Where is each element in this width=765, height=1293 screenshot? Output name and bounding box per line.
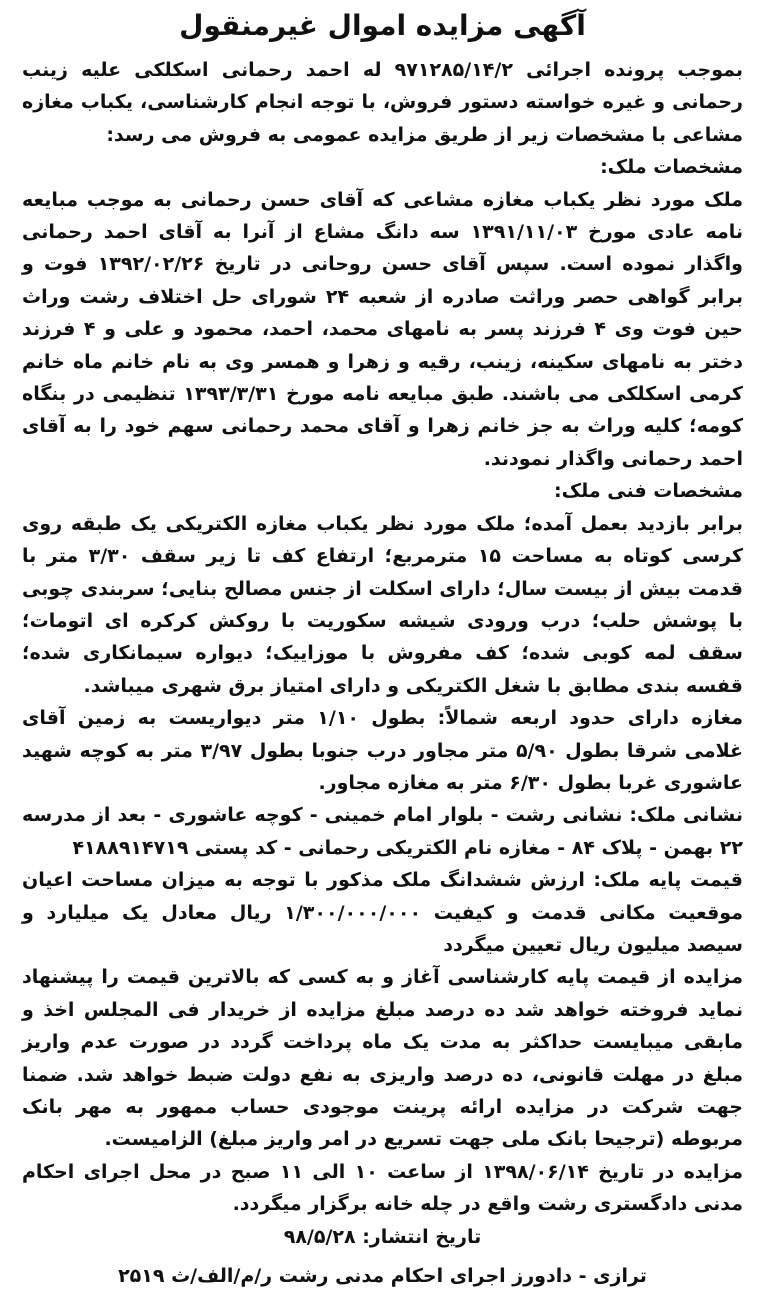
price-paragraph: قیمت پایه ملک: ارزش ششدانگ ملک مذکور با توجه به میزان مساحت اعیان موقعیت مکانی قدمت و کیفیت ۱/۳۰۰/۰۰۰/۰۰۰ ریال معادل یک میلیارد و سیصد میلیون ریال تعیین میگردد (22, 869, 743, 956)
boundaries-paragraph: مغازه دارای حدود اربعه شمالاً: بطول ۱/۱۰ متر دیواریست به زمین آقای غلامی شرقا بطول ۵/۹۰ متر مجاور درب جنوبا بطول ۳/۹۷ متر به کوچه شهید عاشوری غربا بطول ۶/۳۰ متر به مغازه مجاور. (22, 707, 743, 794)
publish-date: تاریخ انتشار: ۹۸/۵/۲۸ (283, 1225, 482, 1248)
intro-paragraph: بموجب پرونده اجرائی ۹۷۱۲۸۵/۱۴/۲ له احمد رحمانی اسکلکی علیه زینب رحمانی و غیره خواسته دستور فروش، با توجه انجام کارشناسی، یکباب مغازه مشاعی با مشخصات زیر از طریق مزایده عمومی به فروش می رسد: (22, 59, 743, 146)
property-paragraph: ملک مورد نظر یکباب مغازه مشاعی که آقای حسن رحمانی به موجب مبایعه نامه عادی مورخ ۱۳۹۱/۱۱/۰۳ سه دانگ مشاع از آنرا به آقای احمد رحمانی واگذار نموده است. سپس آقای حسن روحانی در تاریخ ۱۳۹۲/۰۲/۲۶ فوت و برابر گواهی حصر وراثت صادره از شعبه ۲۴ شورای حل اختلاف رشت وراث حین فوت وی ۴ فرزند پسر به نامهای محمد، احمد، محمود و علی و ۴ فرزند دختر به نامهای سکینه، زینب، رقیه و زهرا و همسر وی به نام خانم ماه خانم کرمی اسکلکی می باشند. طبق مبایعه نامه مورخ ۱۳۹۳/۳/۳۱ تنظیمی در بنگاه کومه؛ کلیه وراث به جز خانم زهرا و آقای محمد رحمانی سهم خود را به آقای احمد رحمانی واگذار نمودند. (22, 188, 743, 470)
address-paragraph: نشانی ملک: نشانی رشت - بلوار امام خمینی - کوچه عاشوری - بعد از مدرسه ۲۲ بهمن - پلاک ۸۴ - مغازه نام الکتریکی رحمانی - کد پستی ۴۱۸۸۹۱۴۷۱۹ (22, 804, 743, 859)
property-heading: مشخصات ملک: (600, 156, 743, 179)
signature-line: ترازی - دادورز اجرای احکام مدنی رشت ر/م/الف/ث ۲۵۱۹ (118, 1265, 647, 1288)
technical-paragraph: برابر بازدید بعمل آمده؛ ملک مورد نظر یکباب مغازه الکتریکی یک طبقه روی کرسی کوتاه به مساحت ۱۵ مترمربع؛ ارتفاع کف تا زیر سقف ۳/۳۰ متر با قدمت بیش از بیست سال؛ دارای اسکلت از جنس مصالح بنایی؛ سربندی چوبی با پوشش حلب؛ درب ورودی شیشه سکوریت با روکش کرکره ای اتومات؛ سقف لمه کوبی شده؛ کف مفروش با موزاییک؛ دیواره سیمانکاری شده؛ قفسه بندی مطابق با شغل الکتریکی و دارای امتیاز برق شهری میباشد. (22, 512, 743, 697)
auction-time-paragraph: مزایده در تاریخ ۱۳۹۸/۰۶/۱۴ از ساعت ۱۰ الی ۱۱ صبح در محل اجرای احکام مدنی دادگستری رشت واقع در چله خانه برگزار میگردد. (22, 1160, 743, 1216)
notice-title: آگهی مزایده اموال غیرمنقول (179, 9, 586, 42)
auction-terms-paragraph: مزایده از قیمت پایه کارشناسی آغاز و به کسی که بالاترین قیمت را پیشنهاد نماید فروخته خواهد شد ده درصد مبلغ مزایده از خریدار فی المجلس اخذ و مابقی میبایست حداکثر به مدت یک ماه پرداخت گردد در صورت عدم واریز مبلغ در مهلت قانونی، ده درصد واریزی به نفع دولت ضبط خواهد شد. ضمنا جهت شرکت در مزایده ارائه پرینت موجودی حساب ممهور به مهر بانک مربوطه (ترجیحا بانک ملی جهت تسریع در امر واریز مبلغ) الزامیست. (22, 966, 743, 1151)
technical-heading: مشخصات فنی ملک: (554, 480, 743, 503)
